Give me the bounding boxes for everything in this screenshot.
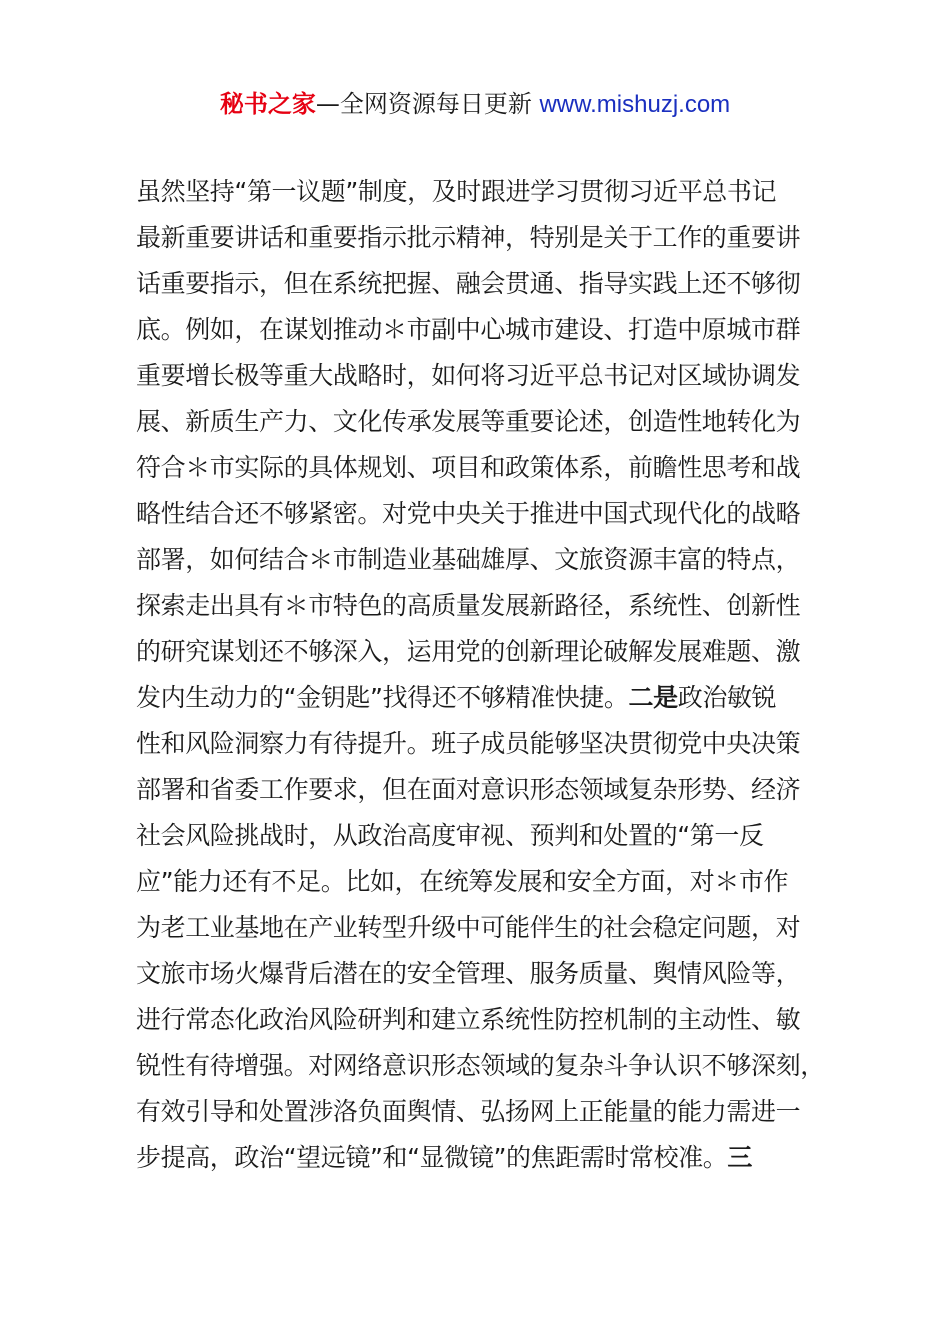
text-segment: 为老工业基地在产业转型升级中可能伴生的社会稳定问题，对	[136, 913, 801, 942]
text-line	[136, 1089, 836, 1135]
text-line	[136, 905, 836, 951]
text-line	[136, 1135, 836, 1181]
text-segment: 部署和省委工作要求，但在面对意识形态领域复杂形势、经济	[136, 775, 801, 804]
text-segment: 有效引导和处置涉洛负面舆情、弘扬网上正能量的能力需进一	[136, 1097, 801, 1126]
text-line	[136, 951, 836, 997]
site-header	[0, 84, 950, 125]
text-segment: 锐性有待增强。对网络意识形态领域的复杂斗争认识不够深刻，	[136, 1051, 825, 1080]
text-line	[136, 997, 836, 1043]
text-segment: 文旅市场火爆背后潜在的安全管理、服务质量、舆情风险等，	[136, 959, 801, 988]
text-segment: 符合＊市实际的具体规划、项目和政策体系，前瞻性思考和战	[136, 453, 801, 482]
text-segment: 性和风险洞察力有待提升。班子成员能够坚决贯彻党中央决策	[136, 729, 801, 758]
text-segment: 部署，如何结合＊市制造业基础雄厚、文旅资源丰富的特点，	[136, 545, 801, 574]
site-tagline: —全网资源每日更新	[315, 90, 532, 118]
text-segment: 进行常态化政治风险研判和建立系统性防控机制的主动性、敏	[136, 1005, 801, 1034]
text-segment: 重要增长极等重大战略时，如何将习近平总书记对区域协调发	[136, 361, 801, 390]
text-line	[136, 215, 836, 261]
site-url-link[interactable]: www.mishuzj.com	[539, 91, 731, 118]
text-line	[136, 261, 836, 307]
site-brand: 秘书之家	[219, 90, 316, 118]
text-segment: 最新重要讲话和重要指示批示精神，特别是关于工作的重要讲	[136, 223, 801, 252]
text-line	[136, 169, 836, 215]
text-line	[136, 1043, 836, 1089]
text-line	[136, 399, 836, 445]
text-line	[136, 537, 836, 583]
text-line	[136, 767, 836, 813]
text-segment: 探索走出具有＊市特色的高质量发展新路径，系统性、创新性	[136, 591, 801, 620]
text-segment: 底。例如，在谋划推动＊市副中心城市建设、打造中原城市群	[136, 315, 801, 344]
text-segment: 政治敏锐	[677, 683, 777, 712]
text-line	[136, 491, 836, 537]
text-line	[136, 445, 836, 491]
text-segment: 社会风险挑战时，从政治高度审视、预判和处置的“第一反	[136, 821, 764, 850]
text-segment: 虽然坚持“第一议题”制度，及时跟进学习贯彻习近平总书记	[136, 177, 777, 206]
text-line	[136, 813, 836, 859]
text-line	[136, 307, 836, 353]
text-line	[136, 583, 836, 629]
text-segment: 应”能力还有不足。比如，在统筹发展和安全方面，对＊市作	[136, 867, 789, 896]
text-segment: 略性结合还不够紧密。对党中央关于推进中国式现代化的战略	[136, 499, 801, 528]
text-segment: 发内生动力的“金钥匙”找得还不够精准快捷。	[136, 683, 629, 712]
text-line	[136, 675, 836, 721]
bold-text-segment: 二是	[628, 683, 678, 712]
document-body	[136, 169, 836, 1181]
text-segment: 步提高，政治“望远镜”和“显微镜”的焦距需时常校准。	[136, 1143, 728, 1172]
text-line	[136, 629, 836, 675]
text-segment: 话重要指示，但在系统把握、融会贯通、指导实践上还不够彻	[136, 269, 801, 298]
text-segment: 的研究谋划还不够深入，运用党的创新理论破解发展难题、激	[136, 637, 801, 666]
text-line	[136, 721, 836, 767]
text-segment: 展、新质生产力、文化传承发展等重要论述，创造性地转化为	[136, 407, 801, 436]
bold-text-segment: 三	[727, 1143, 753, 1172]
text-line	[136, 859, 836, 905]
text-line	[136, 353, 836, 399]
